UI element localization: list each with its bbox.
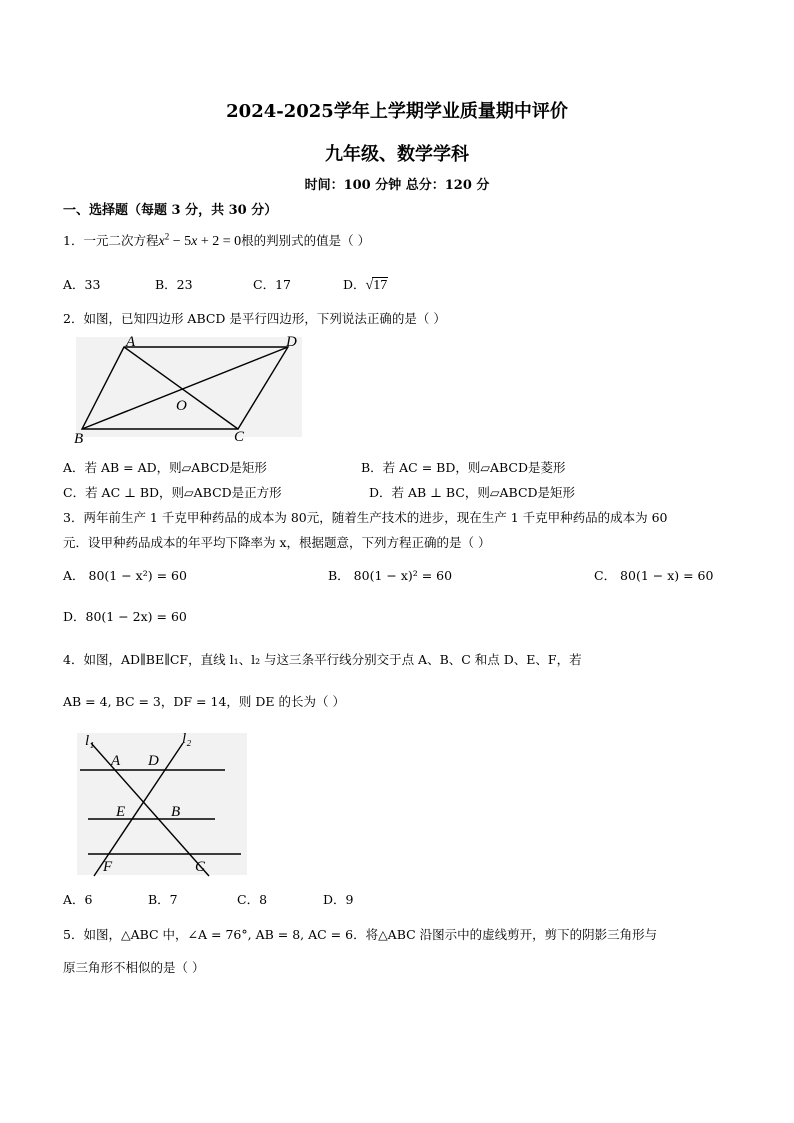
page-subtitle: 九年级、数学学科 bbox=[325, 144, 469, 165]
q3-option-b: B． 80(1 − x)² = 60 bbox=[328, 568, 453, 583]
q2-option-c: C．若 AC ⊥ BD，则▱ABCD是正方形 bbox=[63, 485, 282, 500]
q1-equation: $x^2 - 5x + 2 = 0$ bbox=[158, 231, 242, 249]
question-1 bbox=[63, 231, 370, 250]
q2-option-b: B．若 AC = BD，则▱ABCD是菱形 bbox=[361, 460, 566, 475]
label-l1: l₁ bbox=[85, 733, 95, 749]
q1-number: 1． bbox=[63, 233, 84, 248]
q4-option-d: D．9 bbox=[323, 892, 354, 907]
question-3-line2: 元．设甲种药品成本的年平均下降率为 x，根据题意，下列方程正确的是（ ） bbox=[63, 535, 491, 550]
q3-option-d: D．80(1 − 2x) = 60 bbox=[63, 609, 187, 624]
label-l2: l₂ bbox=[182, 731, 192, 747]
q1-option-c: C．17 bbox=[253, 277, 291, 292]
q1-option-a: A．33 bbox=[63, 277, 101, 292]
label-c: C bbox=[234, 429, 245, 445]
q1-option-b: B．23 bbox=[155, 277, 193, 292]
label-b: B bbox=[74, 431, 84, 447]
q1-option-d-label: D． bbox=[343, 277, 366, 292]
time-info: 时间：100 分钟 总分：120 分 bbox=[304, 178, 490, 193]
section-heading: 一、选择题（每题 3 分，共 30 分） bbox=[63, 203, 278, 218]
q4-option-a: A．6 bbox=[63, 892, 93, 907]
question-5-line1: 5．如图，△ABC 中，∠A = 76°, AB = 8, AC = 6．将△ABC 沿图示中的虚线剪开，剪下的阴影三角形与 bbox=[63, 927, 658, 942]
label-e: E bbox=[116, 804, 126, 820]
question-3-line1: 3．两年前生产 1 千克甲种药品的成本为 80元，随着生产技术的进步，现在生产 1 千克甲种药品的成本为 60 bbox=[63, 510, 668, 525]
question-4-line1: 4．如图，AD∥BE∥CF，直线 l₁、l₂ 与这三条平行线分别交于点 A、B、C 和点 D、E、F，若 bbox=[63, 652, 582, 667]
q4-option-b: B．7 bbox=[148, 892, 178, 907]
q3-option-a: A． 80(1 − x²) = 60 bbox=[63, 568, 187, 583]
page-title: 2024-2025学年上学期学业质量期中评价 bbox=[226, 101, 568, 122]
parallelogram-figure bbox=[70, 333, 310, 447]
label-o: O bbox=[176, 398, 187, 414]
label-b: B bbox=[171, 804, 181, 820]
q2-option-d: D．若 AB ⊥ BC，则▱ABCD是矩形 bbox=[369, 485, 576, 500]
q1-option-d: D．√17 bbox=[343, 277, 388, 293]
label-f: F bbox=[103, 859, 113, 875]
label-d: D bbox=[286, 334, 297, 350]
question-4-line2: AB = 4, BC = 3，DF = 14，则 DE 的长为（ ） bbox=[63, 694, 345, 709]
q1-stem-pre: 一元二次方程 bbox=[83, 233, 159, 248]
q1-stem-post: 根的判别式的值是（ ） bbox=[241, 233, 371, 248]
q3-option-c: C． 80(1 − x) = 60 bbox=[594, 568, 714, 583]
label-a: A bbox=[126, 334, 136, 350]
q4-option-c: C．8 bbox=[237, 892, 268, 907]
q1-option-d-radicand: 17 bbox=[373, 278, 388, 293]
question-2: 2．如图，已知四边形 ABCD 是平行四边形，下列说法正确的是（ ） bbox=[63, 311, 446, 326]
parallel-lines-figure bbox=[75, 725, 250, 880]
question-5-line2: 原三角形不相似的是（ ） bbox=[63, 960, 205, 975]
label-d: D bbox=[148, 753, 159, 769]
label-c: C bbox=[195, 859, 206, 875]
label-a: A bbox=[111, 753, 121, 769]
q2-option-a: A．若 AB = AD，则▱ABCD是矩形 bbox=[63, 460, 267, 475]
